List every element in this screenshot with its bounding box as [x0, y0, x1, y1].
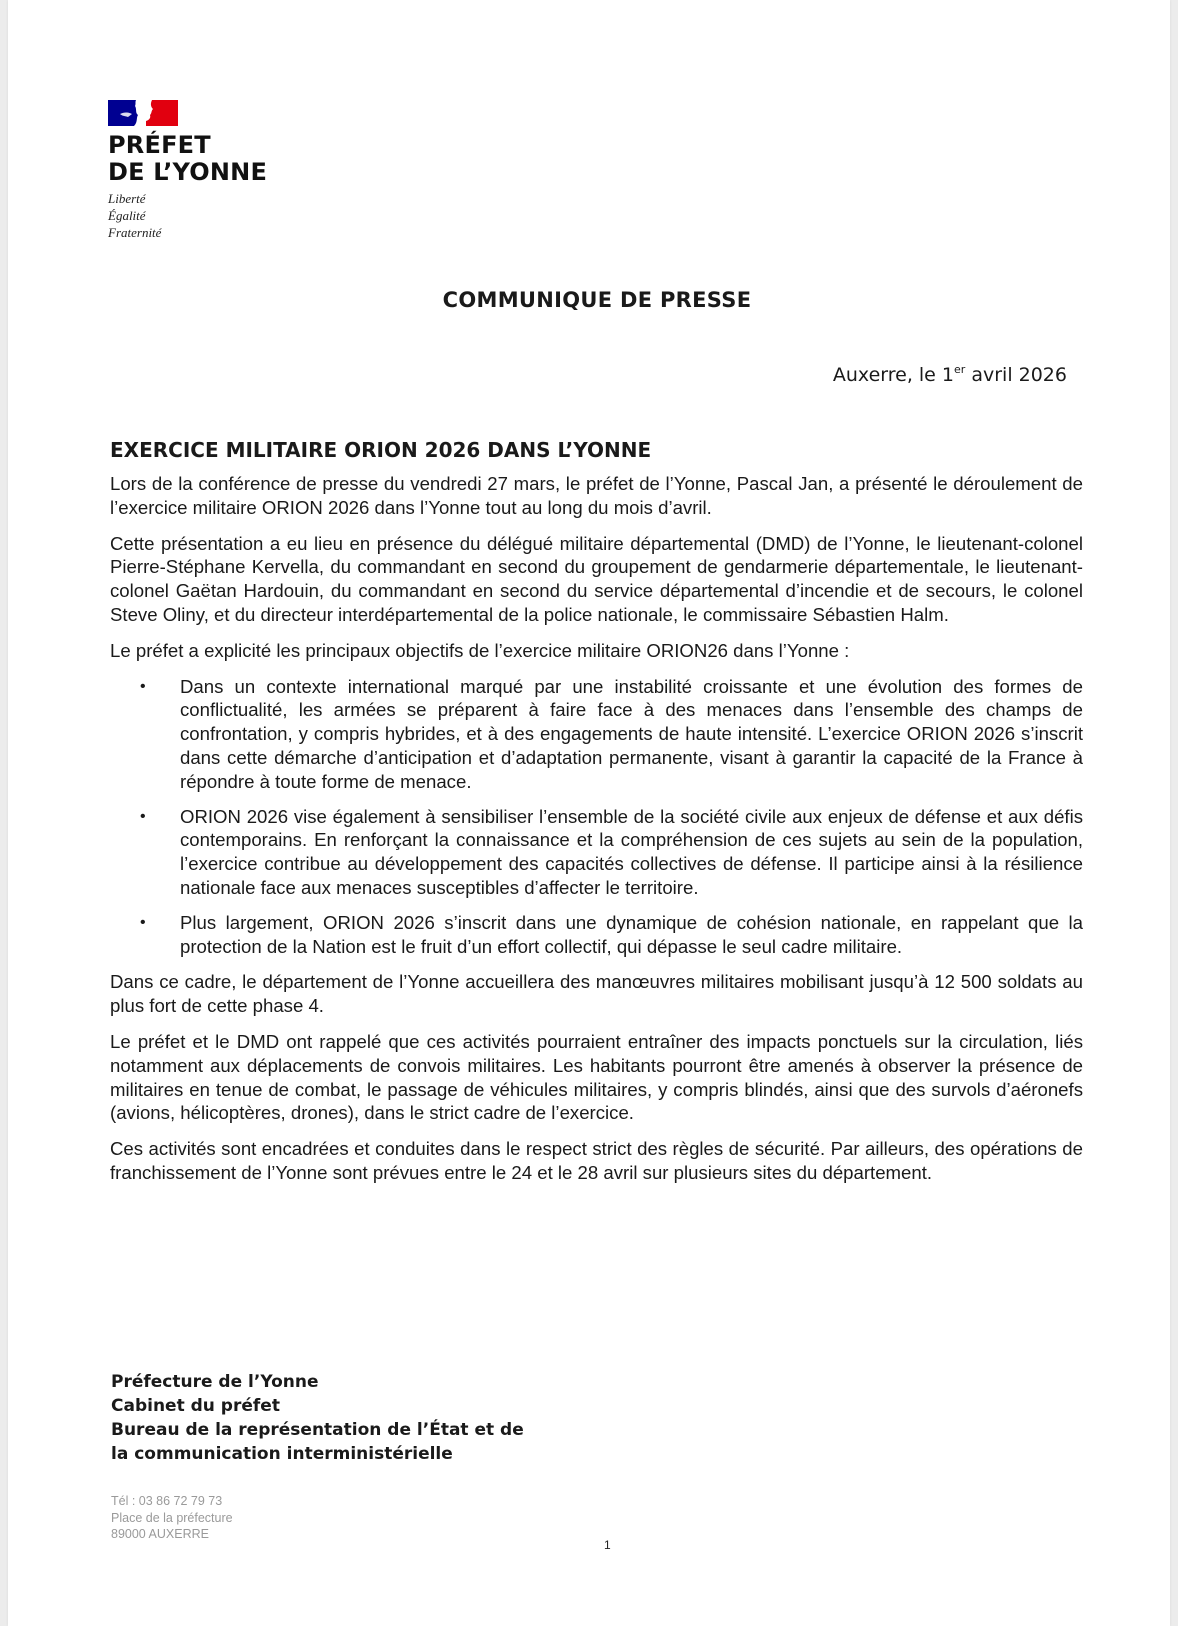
date-ordinal: er [954, 363, 966, 376]
contact-info [111, 1493, 233, 1543]
paragraph: Ces activités sont encadrées et conduites dans le respect strict des règles de sécurité. Par ailleurs, des opérations de franchissement de l’Yonne sont prévues entre le 24 et le 28 avril sur plusieurs sites du département. [110, 1138, 1083, 1183]
contact-address: Place de la préfecture [111, 1510, 233, 1525]
objectives-list [110, 675, 1083, 959]
document-type-heading: COMMUNIQUE DE PRESSE [442, 288, 752, 312]
motto-line: Liberté [108, 191, 146, 206]
list-item-text: Plus largement, ORION 2026 s’inscrit dans une dynamique de cohésion nationale, en rappelant que la protection de la Nation est le fruit d’un effort collectif, qui dépasse le seul cadre militaire. [180, 911, 1083, 957]
marianne-flag-icon [108, 100, 178, 126]
list-item [110, 805, 1083, 900]
list-item [110, 911, 1083, 959]
motto-line: Égalité [108, 208, 146, 223]
list-item-text: ORION 2026 vise également à sensibiliser l’ensemble de la société civile aux enjeux de défense et aux défis contemporains. En renforçant la connaissance et la compréhension de ces sujets au sein de la population, l’exercice contribue au développement des capacités collectives de défense. Il participe ainsi à la résilience nationale face aux menaces susceptibles d’affecter le territoire. [180, 805, 1083, 898]
prefecture-title-line: PRÉFET [108, 131, 211, 159]
date-suffix: avril 2026 [965, 364, 1067, 386]
signature-block [111, 1370, 524, 1466]
contact-phone: Tél : 03 86 72 79 73 [111, 1494, 223, 1508]
contact-city: 89000 AUXERRE [111, 1527, 209, 1541]
list-item-text: Dans un contexte international marqué par une instabilité croissante et une évolution des formes de conflictualité, les armées se préparent à faire face à des menaces dans l’ensemble des champs de confrontation, y compris hybrides, et à des engagements de haute intensité. L’exercice ORION 2026 s’inscrit dans cette démarche d’anticipation et d’adaptation permanente, visant à garantir la capacité de la France à répondre à toute forme de menace. [180, 675, 1083, 792]
paragraph: Le préfet a explicité les principaux objectifs de l’exercice militaire ORION26 dans l’Yonne : [110, 639, 850, 661]
paragraph: Cette présentation a eu lieu en présence du délégué militaire départemental (DMD) de l’Yonne, le lieutenant-colonel Pierre-Stéphane Kervella, du commandant en second du groupement de gendarmerie départementale, le lieutenant-colonel Gaëtan Hardouin, du commandant en second du service départemental d’incendie et de secours, le colonel Steve Oliny, et du directeur interdépartemental de la police nationale, le commissaire Sébastien Halm. [110, 532, 1083, 625]
paragraph: Dans ce cadre, le département de l’Yonne accueillera des manœuvres militaires mobilisant jusqu’à 12 500 soldats au plus fort de cette phase 4. [110, 971, 1083, 1017]
bullet-icon: • [140, 913, 146, 931]
press-release-body [110, 438, 1083, 1197]
signature-line: Préfecture de l’Yonne [111, 1372, 319, 1392]
page-number: 1 [604, 1538, 611, 1552]
document-date [833, 363, 1067, 386]
signature-line: la communication interministérielle [111, 1444, 453, 1464]
prefecture-title [108, 132, 267, 186]
date-prefix: Auxerre, le 1 [832, 364, 954, 386]
headline: EXERCICE MILITAIRE ORION 2026 DANS L’YONNE [110, 438, 652, 462]
prefecture-title-line: DE L’YONNE [108, 158, 268, 186]
prefecture-logo [108, 100, 267, 241]
motto-line: Fraternité [108, 225, 162, 240]
paragraph: Le préfet et le DMD ont rappelé que ces activités pourraient entraîner des impacts ponctuels sur la circulation, liés notamment aux déplacements de convois militaires. Les habitants pourront être amenés à observer la présence de militaires en tenue de combat, le passage de véhicules militaires, y compris blindés, ainsi que des survols d’aéronefs (avions, hélicoptères, drones), dans le strict cadre de l’exercice. [110, 1030, 1083, 1124]
bullet-icon: • [140, 807, 146, 825]
signature-line: Bureau de la représentation de l’État et de [111, 1420, 524, 1440]
republic-motto [108, 190, 267, 241]
bullet-icon: • [140, 677, 146, 695]
list-item [110, 675, 1083, 794]
paragraph: Lors de la conférence de presse du vendredi 27 mars, le préfet de l’Yonne, Pascal Jan, a présenté le déroulement de l’exercice militaire ORION 2026 dans l’Yonne tout au long du mois d’avril. [110, 473, 1083, 518]
signature-line: Cabinet du préfet [111, 1396, 280, 1416]
document-page [8, 0, 1170, 1626]
